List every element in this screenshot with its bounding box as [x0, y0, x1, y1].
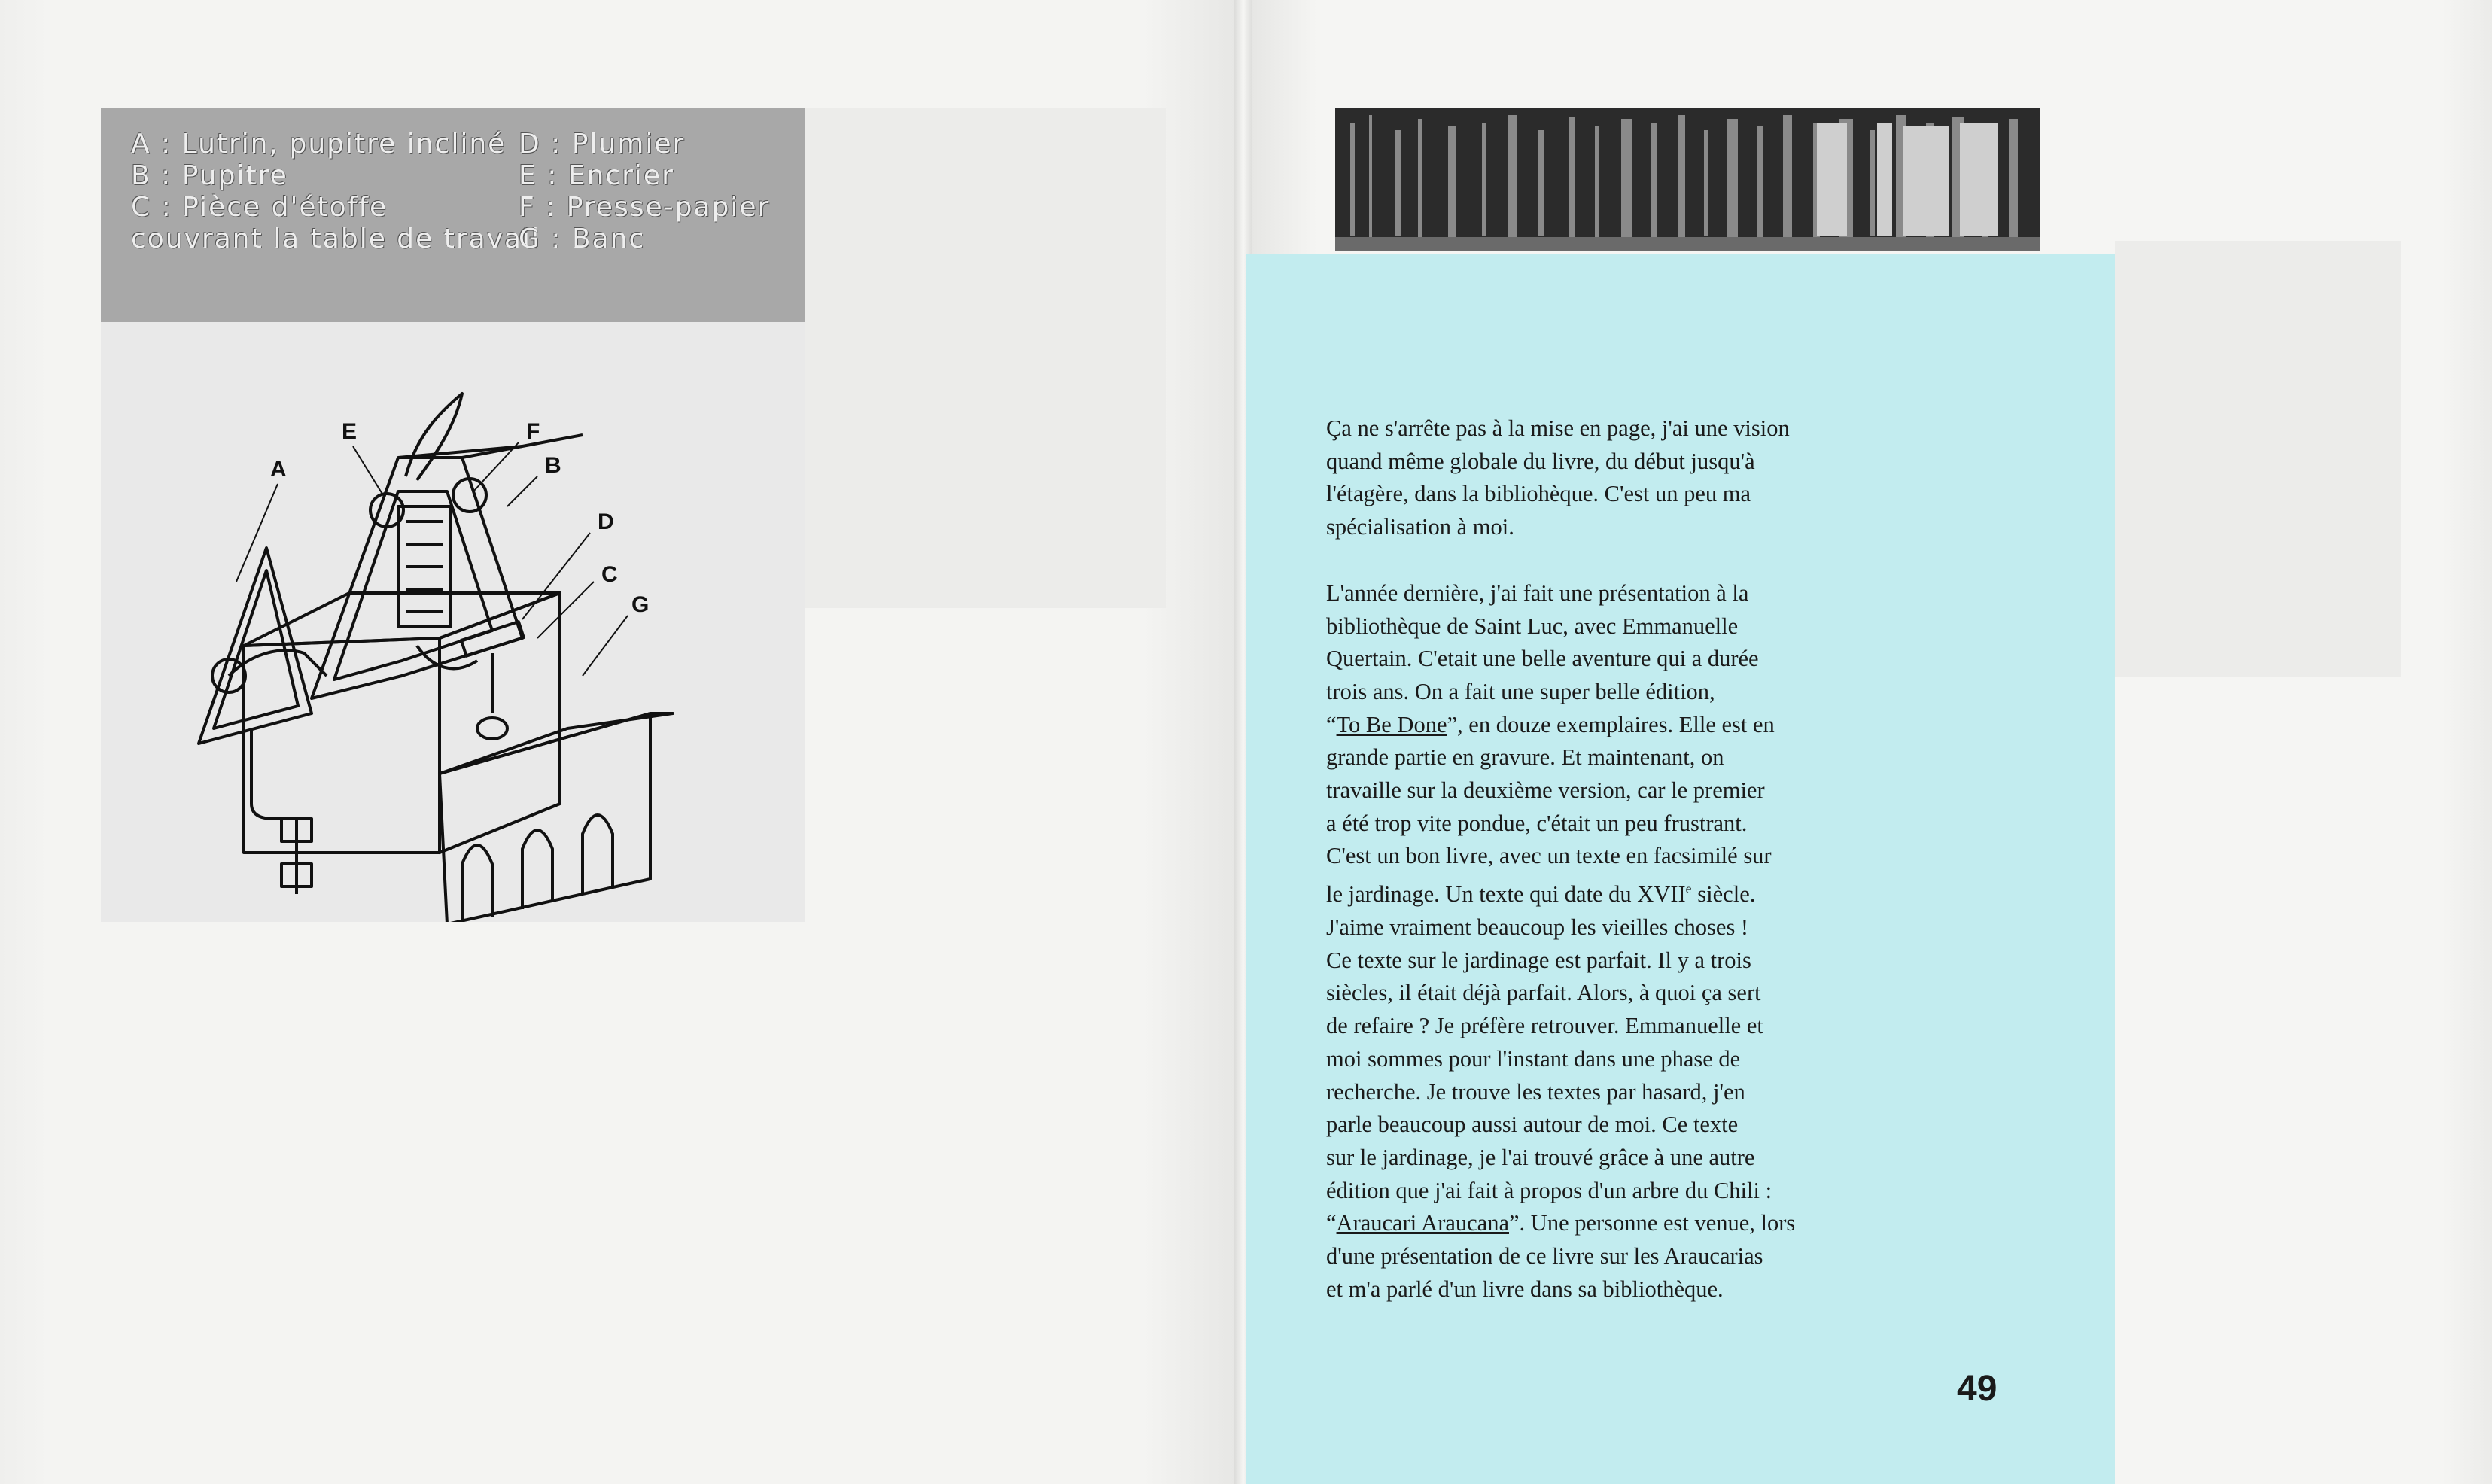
show-through-block: [2115, 241, 2401, 677]
superscript: e: [1685, 881, 1692, 897]
paragraph-2-text: L'année dernière, j'ai fait une présentation à la bibliothèque de Saint Luc, avec Emmanuelle Quertain. C'etait une belle aventure qui a durée trois ans. On a fait une super belle édition, “: [1326, 579, 1759, 737]
legend-item: G : Banc: [519, 224, 646, 254]
illustration-legend: [101, 108, 805, 322]
book-title-araucari: Araucari Araucana: [1336, 1210, 1509, 1236]
scriptorium-illustration: [101, 108, 805, 922]
show-through-block: [805, 108, 1166, 608]
book-title-to-be-done: To Be Done: [1336, 711, 1447, 737]
legend-item: F : Presse-papier: [519, 192, 771, 223]
legend-item: E : Encrier: [519, 160, 674, 191]
label-f: F: [526, 419, 540, 444]
paragraph-2: [1326, 577, 1868, 1306]
legend-item: B : Pupitre: [131, 160, 288, 191]
writing-desk-drawing: [101, 322, 805, 922]
label-a: A: [270, 457, 287, 482]
quill: [406, 394, 462, 480]
paragraph-1: Ça ne s'arrête pas à la mise en page, j'ai une vision quand même globale du livre, du début jusqu'à l'étagère, dans la bibliohèque. C'est un peu ma spécialisation à moi.: [1326, 415, 1790, 540]
interview-text: [1326, 412, 1868, 1306]
paragraph-2-text: ”. Une personne est venue, lors d'une présentation de ce livre sur les Araucarias et m'a parlé d'un livre dans sa bibliothèque.: [1326, 1210, 1796, 1302]
label-c: C: [601, 562, 618, 587]
legend-column-2: [519, 129, 770, 255]
legend-column-1: [131, 129, 540, 255]
label-b: B: [545, 453, 561, 478]
paragraph-2-text: siècle. J'aime vraiment beaucoup les vieilles choses ! Ce texte sur le jardinage est parfait. Il y a trois siècles, il était déjà parfait. Alors, à quoi ça sert de refaire ? Je préfère retrouver. Emmanuelle et moi sommes pour l'instant dans une phase de recherche. Je trouve les textes par hasard, j'en parle beaucoup aussi autour de moi. Ce texte sur le jardinage, je l'ai trouvé grâce à une autre édition que j'ai fait à propos d'un arbre du Chili : “: [1326, 881, 1772, 1236]
label-d: D: [598, 509, 614, 534]
table-front: [244, 638, 440, 853]
legend-item: D : Plumier: [519, 129, 686, 160]
paragraph-2-text: ”, en douze exemplaires. Elle est en grande partie en gravure. Et maintenant, on travaille sur la deuxième version, car le premier a été trop vite pondue, c'était un peu frustrant. C'est un bon livre, avec un texte en facsimilé sur le jardinage. Un texte qui date du XVII: [1326, 711, 1775, 908]
label-g: G: [631, 592, 650, 617]
legend-item: A : Lutrin, pupitre incliné: [131, 129, 507, 160]
legend-item: couvrant la table de travail: [131, 224, 541, 254]
legend-item: C : Pièce d'étoffe: [131, 192, 388, 223]
page-number: 49: [1957, 1369, 1998, 1409]
bookshelf-photo: [1335, 108, 2040, 251]
label-e: E: [342, 419, 358, 444]
